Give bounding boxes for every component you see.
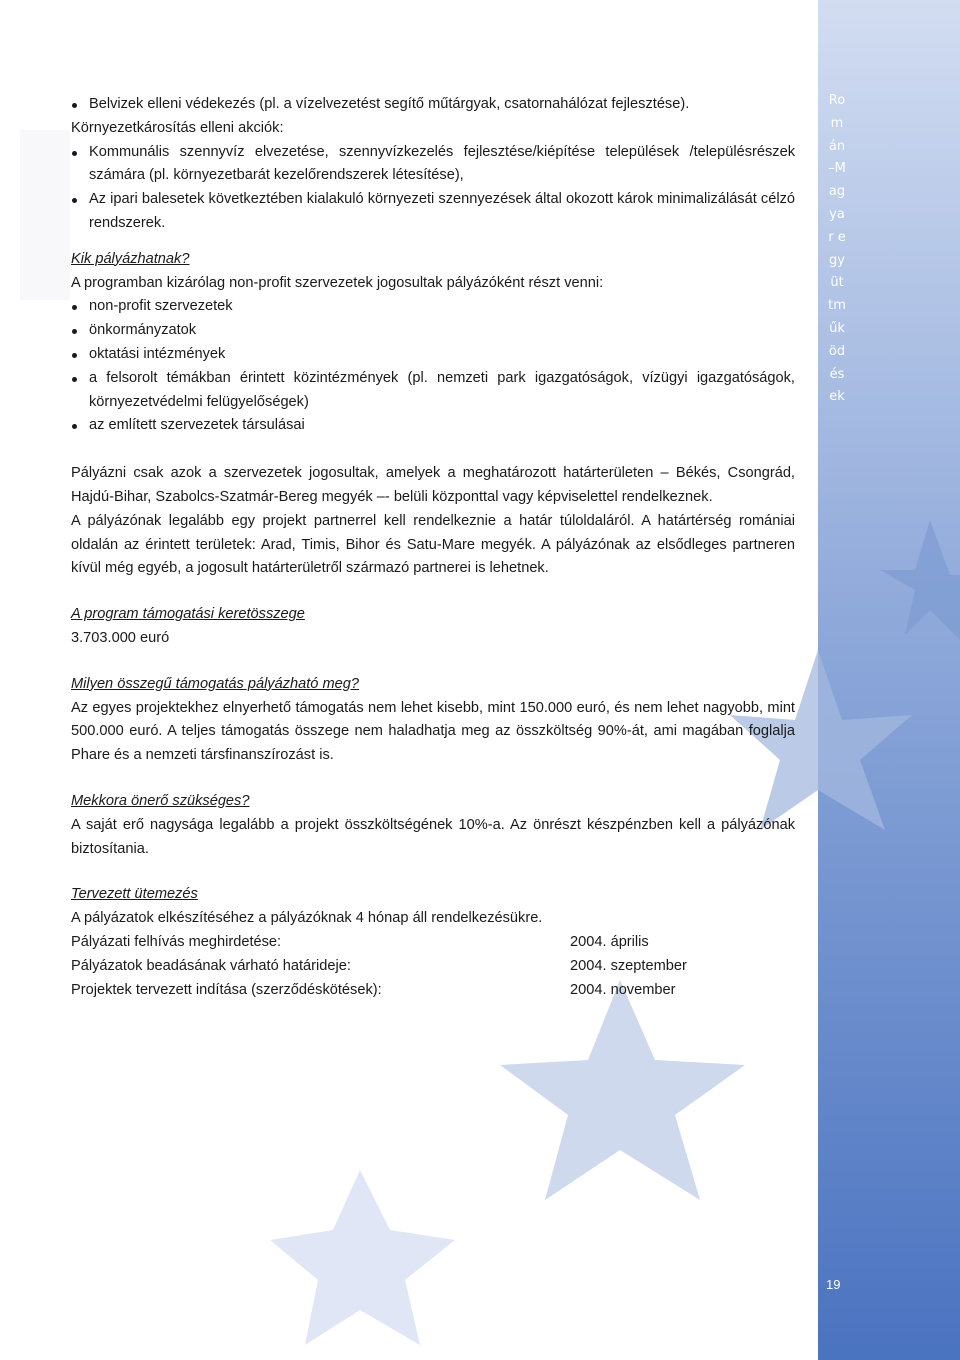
list-item: non-profit szervezetek	[71, 295, 795, 319]
partner-paragraph: A pályázónak legalább egy projekt partnerrel kell rendelkeznie a határ túloldaláról. A határtérség romániai oldalán az érintett területek: Arad, Timis, Bihor és Satu-Mare megyék. A pályázónak az elsődleges partneren kívül még egyéb, a jogosult határterületről származó partnerei is lehetnek.	[71, 512, 795, 577]
list-item: Kommunális szennyvíz elvezetése, szennyvízkezelés fejlesztése/kiépítése települések /településrészek számára (pl. környezetbarát kezelőrendszerek létesítése),	[71, 141, 795, 189]
list-item: oktatási intézmények	[71, 343, 795, 367]
schedule-intro	[71, 907, 795, 931]
sidebar-vertical-title: Román–Magyar együttműködések	[828, 93, 846, 405]
list-item: a felsorolt témákban érintett közintézmények (pl. nemzeti park igazgatóságok, vízügyi igazgatóságok, környezetvédelmi felügyelőségek)	[71, 367, 795, 415]
list-item: Az ipari balesetek következtében kialakuló környezeti szennyezések által okozott károk minimalizálását célzó rendszerek.	[71, 188, 795, 236]
list-item: az említett szervezetek társulásai	[71, 414, 795, 438]
star-icon	[500, 980, 745, 1200]
schedule-row	[71, 955, 795, 979]
schedule-label: Pályázati felhívás meghirdetése:	[71, 933, 282, 950]
grant-text: Az egyes projektekhez elnyerhető támogatás nem lehet kisebb, mint	[71, 699, 520, 716]
list-item: önkormányzatok	[71, 319, 795, 343]
who-list	[71, 295, 795, 438]
budget-value: 3.703.000 euró	[71, 629, 170, 646]
section-heading-own-contribution: Mekkora önerő szükséges?	[71, 792, 250, 809]
watermark-circle	[20, 130, 70, 300]
list-item: Belvizek elleni védekezés (pl. a vízelvezetést segítő műtárgyak, csatornahálózat fejlesztése).	[71, 93, 795, 117]
schedule-intro-text: áll rendelkezésükre.	[408, 910, 543, 927]
schedule-row	[71, 931, 795, 955]
schedule-label: Projektek tervezett indítása (szerződéskötések):	[71, 981, 382, 998]
grant-min-value: 150.000 euró,	[519, 699, 610, 716]
grant-text: A teljes támogatás összege nem haladhatja meg az összköltség 90%-át, ami magában foglalja Phare és a nemzeti társfinanszírozást is.	[71, 723, 796, 764]
schedule-duration: 4 hónap	[355, 910, 409, 927]
intro-list	[71, 93, 795, 117]
own-contribution-text: A saját erő nagysága legalább a projekt összköltségének 10%-a. Az önrészt készpénzben kell a pályázónak biztosítania.	[71, 816, 795, 857]
star-icon	[270, 1170, 455, 1345]
page-number: 19	[826, 1277, 841, 1292]
schedule-date: 2004. szeptember	[570, 957, 687, 974]
section-heading-budget: A program támogatási keretösszege	[71, 606, 305, 623]
schedule-date: 2004. november	[570, 981, 676, 998]
grant-paragraph	[71, 697, 795, 768]
grant-text: és nem lehet nagyobb, mint	[609, 699, 795, 716]
env-list	[71, 141, 795, 236]
schedule-intro-text: A pályázatok elkészítéséhez a pályázóknak	[71, 910, 356, 927]
grant-max-value: 500.000 euró.	[71, 723, 163, 740]
env-heading: Környezetkárosítás elleni akciók:	[71, 119, 284, 136]
section-heading-who: Kik pályázhatnak?	[71, 250, 190, 267]
schedule-label: Pályázatok beadásának várható határideje:	[71, 957, 351, 974]
section-heading-grant: Milyen összegű támogatás pályázható meg?	[71, 675, 359, 692]
schedule-date: 2004. április	[570, 933, 649, 950]
schedule-row	[71, 979, 795, 1003]
eligibility-paragraph: Pályázni csak azok a szervezetek jogosultak, amelyek a meghatározott határterületen – Békés, Csongrád, Hajdú-Bihar, Szabolcs-Szatmár-Bereg megyék –- belüli központtal vagy képviselettel rendelkeznek.	[71, 465, 795, 505]
who-intro: A programban kizárólag non-profit szervezetek jogosultak pályázóként részt venni:	[71, 274, 604, 291]
section-heading-schedule: Tervezett ütemezés	[71, 886, 198, 903]
main-content	[71, 93, 795, 1002]
